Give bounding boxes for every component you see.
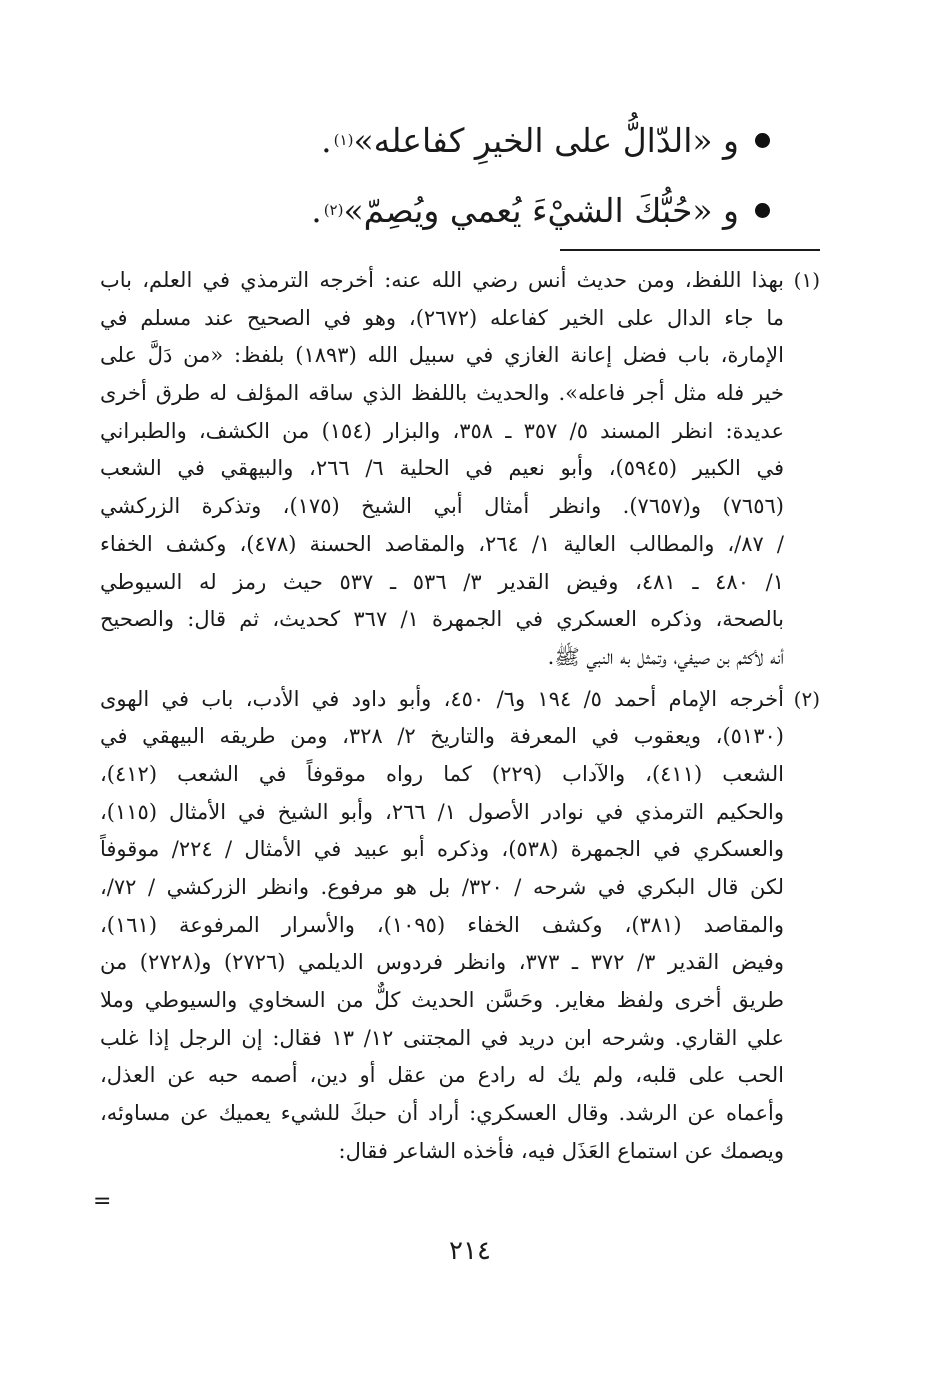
footnote-line: والمقاصد (٣٨١)، وكشف الخفاء (١٠٩٥)، والأسرار المرفوعة (١٦١)، — [100, 912, 784, 937]
footnote-line: وأعماه عن الرشد. وقال العسكري: أراد أن حبكَ للشيء يعميك عن مساوئه، — [100, 1101, 784, 1126]
footnote-line: والحكيم الترمذي في نوادر الأصول ١/ ٢٦٦، وأبو الشيخ في الأمثال (١١٥)، — [100, 799, 784, 824]
bullet-tail: . — [311, 190, 322, 230]
footnote-1 — [100, 262, 820, 677]
footnote-line: ويصمك عن استماع العَذَل فيه، فأخذه الشاعر فقال: — [338, 1138, 784, 1163]
footnote-line: ما جاء الدال على الخير كفاعله (٢٦٧٢)، وهو في الصحيح عند مسلم في — [100, 305, 784, 330]
footnote-line: أخرجه الإمام أحمد ٥/ ١٩٤ و٦/ ٤٥٠، وأبو داود في الأدب، باب في الهوى — [100, 686, 784, 711]
bullet-tail: . — [321, 120, 332, 160]
footnote-line: في الكبير (٥٩٤٥)، وأبو نعيم في الحلية ٦/ ٢٦٦، والبيهقي في الشعب — [100, 456, 784, 481]
footnote-line: وفيض القدير ٣/ ٣٧٢ ـ ٣٧٣، وانظر فردوس الديلمي (٢٧٢٦) و(٢٧٢٨) من — [100, 950, 784, 975]
footnote-body — [100, 681, 784, 1171]
continuation-mark: = — [93, 1189, 112, 1214]
footnote-line: (٧٦٥٦) و(٧٦٥٧). وانظر أمثال أبي الشيخ (١٧٥)، وتذكرة الزركشي — [100, 494, 784, 519]
footnote-line: خير فله مثل أجر فاعله». والحديث باللفظ الذي ساقه المؤلف له طرق أخرى — [100, 381, 784, 406]
main-text — [311, 105, 770, 245]
footnote-number: (٢) — [793, 686, 820, 711]
bullet-icon — [755, 133, 770, 148]
bullet-text: و «الدّالُّ على الخيرِ كفاعله» — [353, 120, 739, 160]
footnote-line: الحب على قلبه، ولم يك له رادع من عقل أو دين، أصمه حبه عن العذل، — [100, 1063, 784, 1088]
footnote-line: طريق أخرى ولفظ مغاير. وحَسَّن الحديث كلٌّ من السخاوي والسيوطي وملا — [100, 988, 784, 1013]
footnote-separator — [560, 249, 820, 251]
footnote-line: لكن قال البكري في شرحه / ٣٢٠/ بل هو مرفوع. وانظر الزركشي / ٧٢/، — [100, 875, 784, 899]
footnote-line: / ٨٧/، والمطالب العالية ١/ ٢٦٤، والمقاصد الحسنة (٤٧٨)، وكشف الخفاء — [100, 531, 784, 556]
footnote-number: (١) — [793, 268, 820, 292]
bullet-item — [311, 175, 770, 245]
footnote-body — [100, 262, 784, 677]
footnote-line: أنه لأكثم بن صيفي، وتمثل به النبي ﷺ. — [547, 644, 784, 669]
footnote-line: عديدة: انظر المسند ٥/ ٣٥٧ ـ ٣٥٨، والبزار (١٥٤) من الكشف، والطبراني — [100, 418, 784, 443]
footnote-line: (٥١٣٠)، ويعقوب في المعرفة والتاريخ ٢/ ٣٢٨، ومن طريقه البيهقي في — [100, 724, 784, 749]
bullet-icon — [755, 203, 770, 218]
footnote-line: علي القاري. وشرحه ابن دريد في المجتنى ١٢/ ١٣ فقال: إن الرجل إذا غلب — [100, 1025, 784, 1050]
bullet-text: و «حُبُّكَ الشيْءَ يُعمي ويُصِمّ» — [343, 190, 739, 230]
bullet-item — [321, 105, 770, 175]
footnote-line: الشعب (٤١١)، والآداب (٢٢٩) كما رواه موقوفاً في الشعب (٤١٢)، — [100, 761, 784, 786]
footnote-2 — [100, 681, 820, 1171]
footnote-line: بهذا اللفظ، ومن حديث أنس رضي الله عنه: أخرجه الترمذي في العلم، باب — [100, 268, 784, 292]
footnotes — [100, 262, 820, 1175]
footnote-ref[interactable]: (١) — [333, 131, 354, 149]
page-number: ٢١٤ — [449, 1236, 491, 1266]
footnote-line: ١/ ٤٨٠ ـ ٤٨١، وفيض القدير ٣/ ٥٣٦ ـ ٥٣٧ حيث رمز له السيوطي — [100, 569, 784, 594]
footnote-line: بالصحة، وذكره العسكري في الجمهرة ١/ ٣٦٧ كحديث، ثم قال: والصحيح — [100, 607, 784, 632]
footnote-ref[interactable]: (٢) — [323, 201, 344, 219]
footnote-line: والعسكري في الجمهرة (٥٣٨)، وذكره أبو عبيد في الأمثال / ٢٢٤/ موقوفاً — [100, 837, 784, 862]
footnote-line: الإمارة، باب فضل إعانة الغازي في سبيل الله (١٨٩٣) بلفظ: «من دَلَّ على — [100, 343, 784, 368]
